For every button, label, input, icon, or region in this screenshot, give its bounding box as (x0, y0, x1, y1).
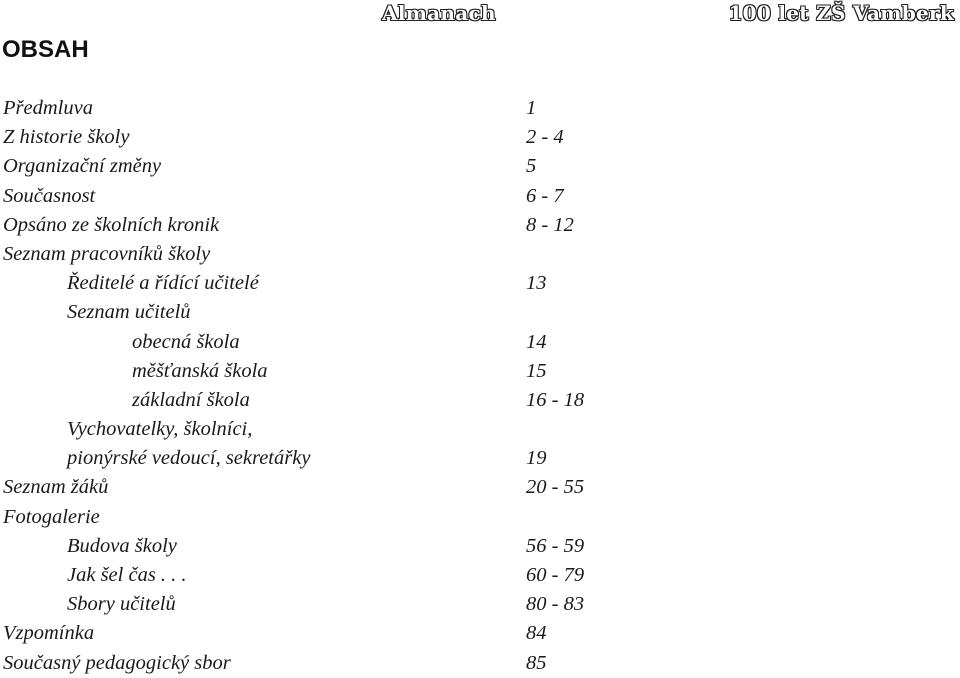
toc-entry-page: 19 (526, 447, 547, 470)
toc-entry (0, 328, 700, 357)
toc-entry-label: Seznam pracovníků školy (3, 242, 211, 265)
toc-entry-page: 84 (526, 622, 547, 645)
toc-entry-label: Ředitelé a řídící učitelé (67, 272, 259, 295)
table-of-contents (0, 94, 700, 678)
toc-entry-page: 5 (526, 155, 537, 178)
toc-entry (0, 561, 700, 590)
toc-entry-label: Fotogalerie (3, 505, 100, 528)
toc-entry-label: pionýrské vedoucí, sekretářky (67, 447, 311, 470)
toc-entry-label: základní škola (132, 388, 250, 411)
toc-entry-label: Opsáno ze školních kronik (3, 213, 220, 236)
toc-entry (0, 182, 700, 211)
toc-entry-label: Současnost (3, 184, 96, 207)
toc-entry (0, 649, 700, 678)
toc-entry-page: 6 - 7 (526, 184, 564, 207)
toc-entry (0, 619, 700, 648)
toc-entry-page: 56 - 59 (526, 534, 585, 557)
toc-entry-page: 13 (526, 272, 547, 295)
toc-section (0, 240, 700, 269)
toc-entry (0, 590, 700, 619)
toc-entry-page: 15 (526, 359, 547, 382)
header-school-name: 100 let ZŠ Vamberk (728, 1, 954, 25)
toc-entry-label: měšťanská škola (132, 359, 268, 382)
toc-entry (0, 94, 700, 123)
toc-entry-label: Sbory učitelů (67, 593, 176, 616)
toc-entry (0, 269, 700, 298)
toc-entry-page: 60 - 79 (526, 564, 585, 586)
toc-entry (0, 211, 700, 240)
toc-entry-label: Seznam učitelů (67, 301, 191, 324)
page-title: OBSAH (2, 36, 89, 63)
toc-entry-page: 85 (526, 651, 547, 674)
toc-entry (0, 357, 700, 386)
toc-entry-page: 20 - 55 (526, 476, 585, 499)
toc-entry-page: 8 - 12 (526, 213, 574, 236)
toc-entry (0, 532, 700, 561)
toc-entry-page: 16 - 18 (526, 388, 585, 411)
toc-entry-page: 1 (526, 97, 537, 119)
toc-entry-label: obecná škola (132, 330, 240, 353)
header-almanach: Almanach (382, 1, 496, 25)
toc-entry (0, 386, 700, 415)
toc-entry-label: Předmluva (3, 97, 93, 119)
toc-entry (0, 123, 700, 152)
toc-entry (0, 152, 700, 181)
toc-entry (0, 415, 700, 444)
toc-entry-page: 2 - 4 (526, 126, 564, 149)
toc-entry-page: 14 (526, 330, 547, 353)
toc-entry-label: Jak šel čas . . . (67, 564, 187, 586)
toc-entry-label: Vychovatelky, školníci, (67, 418, 253, 441)
toc-entry-label: Organizační změny (3, 155, 162, 178)
toc-entry-page: 80 - 83 (526, 593, 585, 616)
toc-section (0, 503, 700, 532)
toc-entry (0, 473, 700, 502)
toc-section (0, 298, 700, 327)
toc-entry-label: Vzpomínka (3, 622, 95, 645)
toc-entry-label: Seznam žáků (3, 476, 109, 499)
toc-entry-label: Současný pedagogický sbor (3, 651, 231, 674)
toc-entry-label: Z historie školy (3, 126, 130, 149)
toc-entry (0, 444, 700, 473)
toc-entry-label: Budova školy (67, 534, 177, 557)
